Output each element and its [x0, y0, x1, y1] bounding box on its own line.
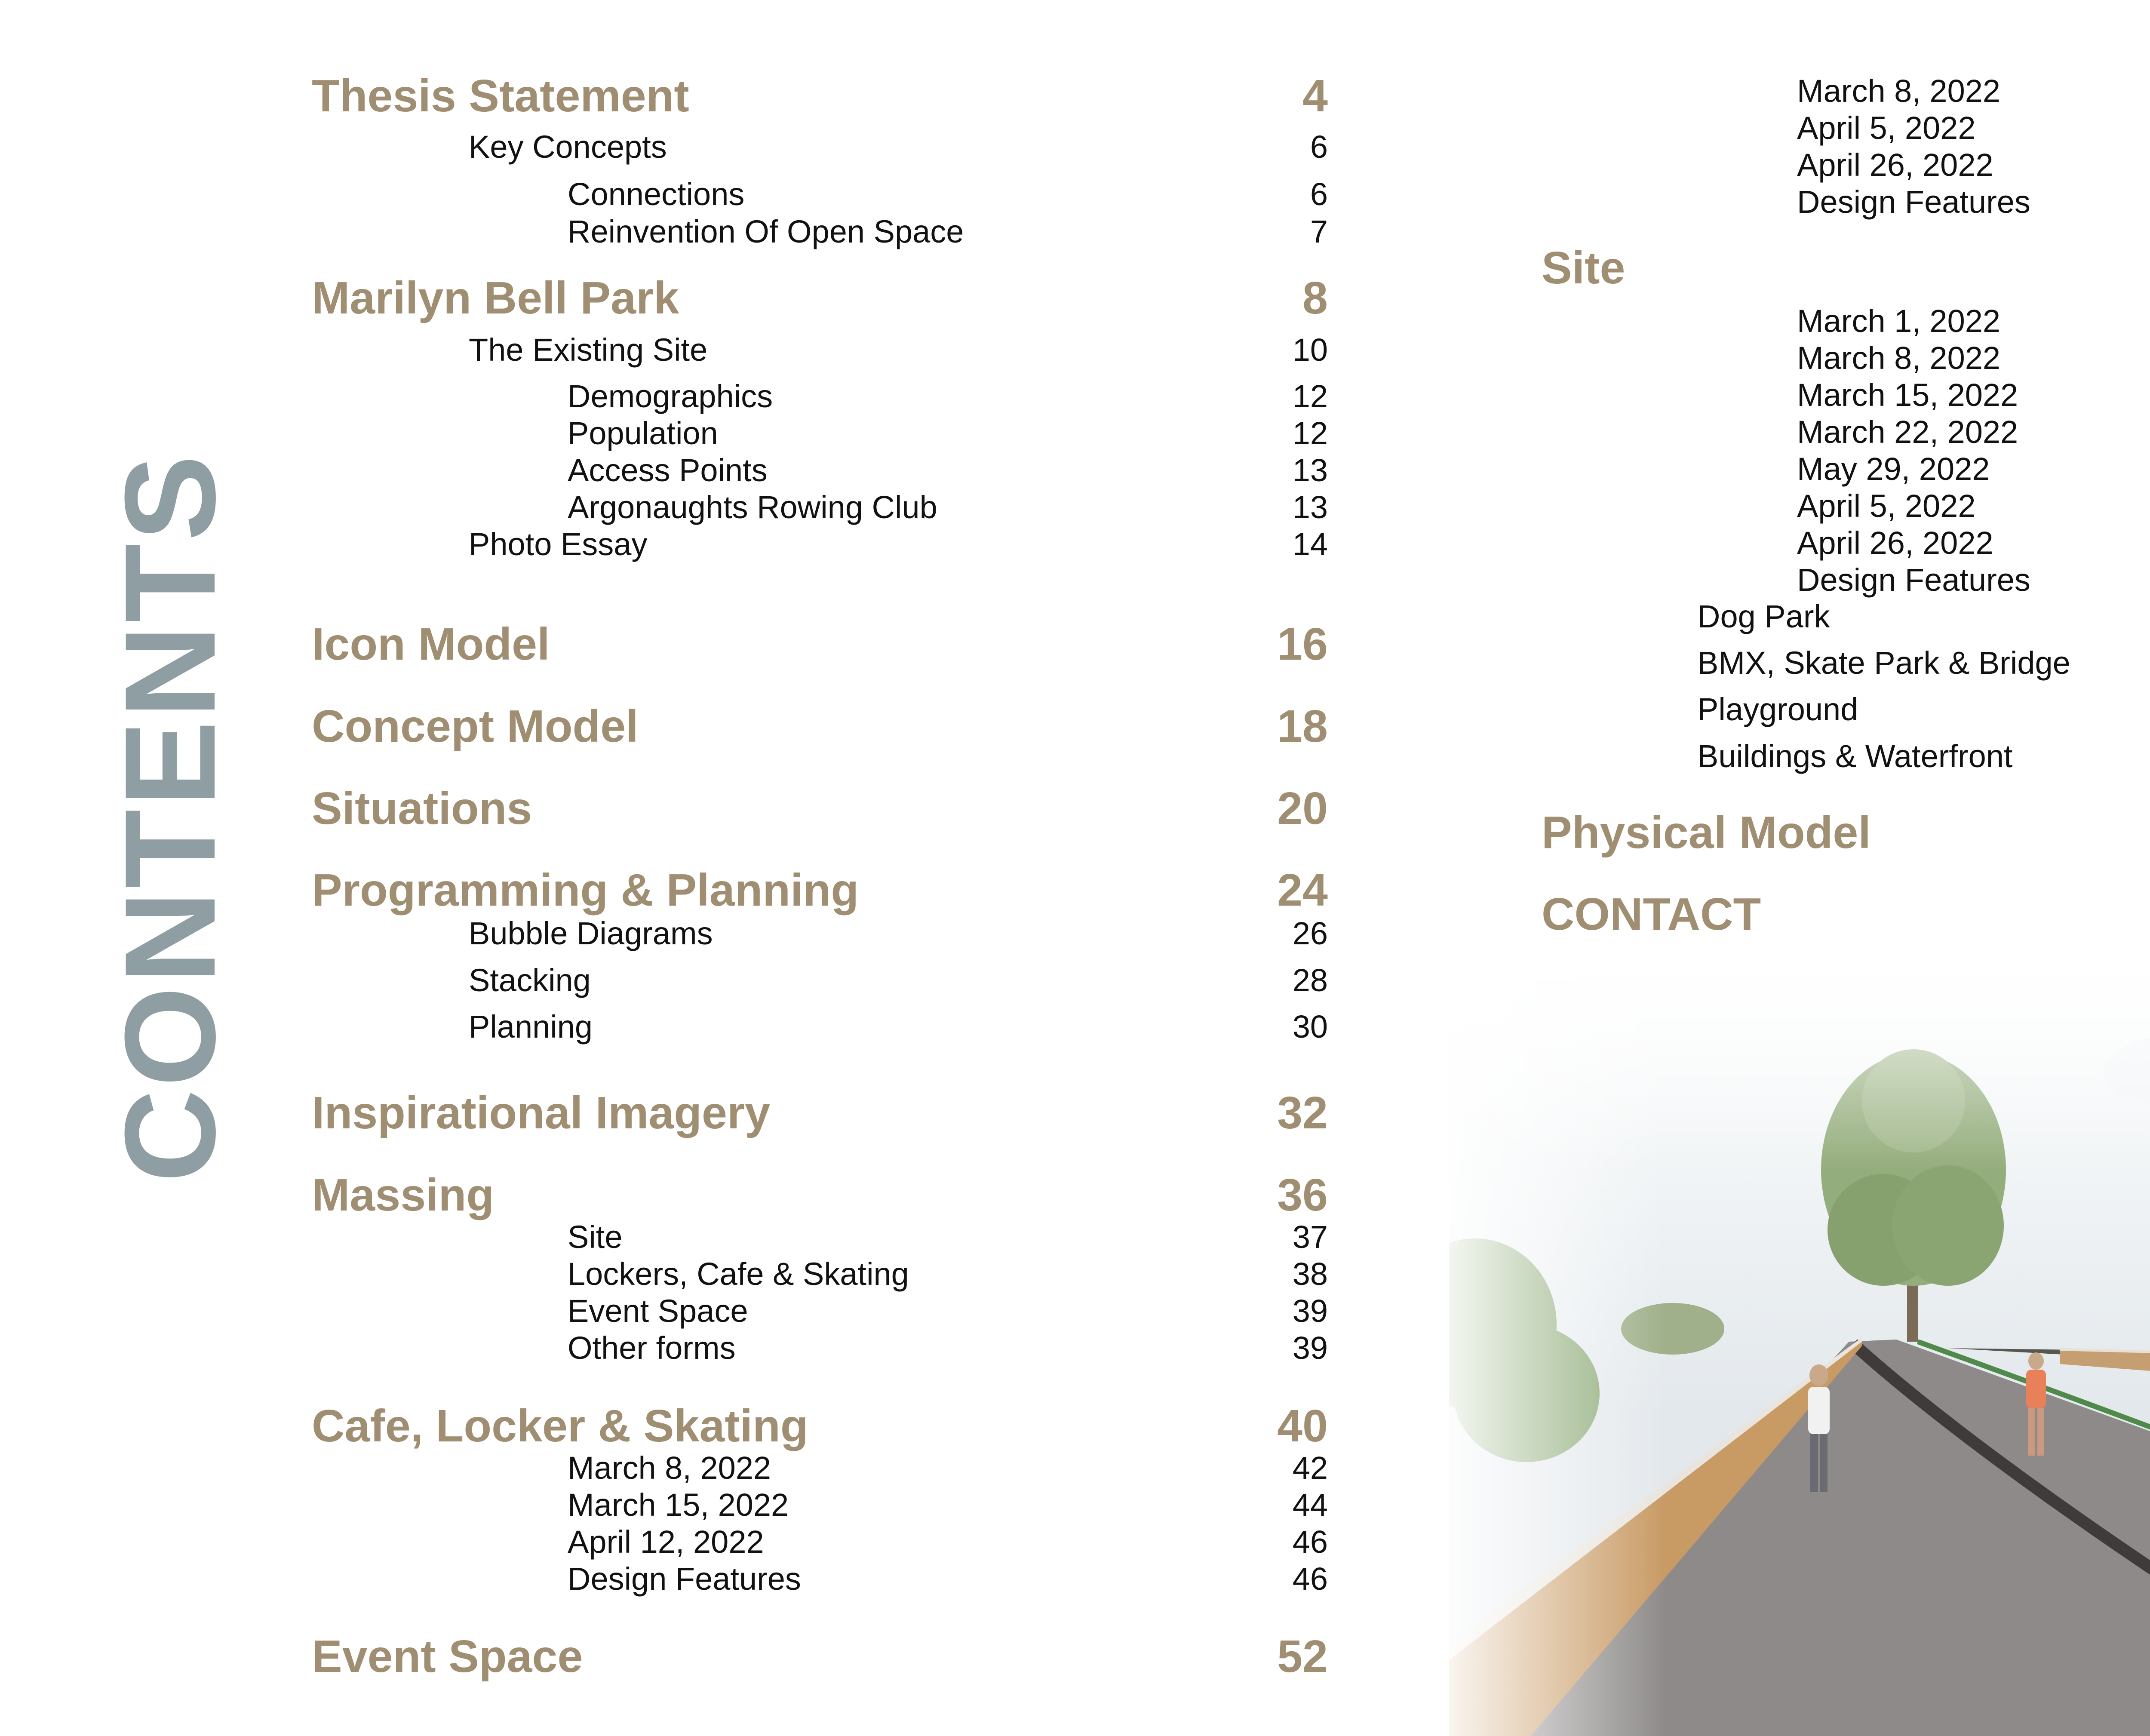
toc-left-column: [312, 0, 1328, 1736]
toc-entry-title: Buildings & Waterfront: [1697, 738, 2013, 774]
toc-entry-page-number: 30: [1292, 1009, 1328, 1045]
toc-entry-title: March 15, 2022: [1797, 377, 2018, 413]
toc-entry-title: Demographics: [568, 378, 773, 414]
toc-entry-title: Argonaughts Rowing Club: [568, 489, 937, 525]
toc-entry-title: Other forms: [568, 1330, 736, 1366]
toc-entry-page-number: 40: [1277, 1401, 1328, 1451]
toc-entry-title: March 8, 2022: [568, 1450, 771, 1486]
toc-entry-title: Dog Park: [1697, 599, 1830, 634]
toc-entry-title: Access Points: [568, 452, 768, 488]
toc-entry-title: BMX, Skate Park & Bridge: [1697, 645, 2070, 681]
toc-entry-title: March 8, 2022: [1797, 73, 2001, 109]
toc-entry-page-number: 39: [1292, 1330, 1328, 1366]
toc-entry-title: Design Features: [1797, 184, 2030, 220]
toc-entry-page-number: 46: [1292, 1524, 1328, 1560]
toc-entry-page-number: 32: [1277, 1088, 1328, 1138]
toc-entry-page-number: 36: [1277, 1170, 1328, 1220]
toc-entry-title: March 22, 2022: [1797, 414, 2018, 450]
toc-entry-title: April 12, 2022: [568, 1524, 764, 1560]
toc-entry-page-number: 8: [1302, 273, 1328, 323]
toc-right-column: [1542, 0, 2150, 1736]
toc-entry-title: Connections: [568, 176, 745, 212]
toc-entry-page-number: 28: [1292, 962, 1328, 998]
toc-entry-title: Programming & Planning: [312, 865, 859, 916]
toc-entry-title: Event Space: [312, 1631, 583, 1682]
toc-entry-title: Site: [1542, 243, 1625, 293]
toc-entry-title: April 5, 2022: [1797, 488, 1976, 524]
toc-entry-title: Thesis Statement: [312, 71, 689, 121]
toc-entry-title: Key Concepts: [469, 129, 667, 165]
toc-entry-title: Cafe, Locker & Skating: [312, 1401, 808, 1451]
toc-entry-page-number: 18: [1277, 701, 1328, 752]
toc-entry-page-number: 37: [1292, 1219, 1328, 1255]
toc-entry-page-number: 20: [1277, 783, 1328, 834]
toc-entry-page-number: 7: [1310, 214, 1328, 249]
toc-entry-title: Concept Model: [312, 701, 639, 752]
toc-entry-title: Inspirational Imagery: [312, 1088, 771, 1138]
toc-entry-title: Lockers, Cafe & Skating: [568, 1256, 909, 1292]
toc-entry-page-number: 10: [1292, 332, 1328, 368]
toc-entry-title: Physical Model: [1542, 807, 1871, 858]
contents-heading: CONTENTS: [98, 452, 242, 1183]
toc-entry-title: Marilyn Bell Park: [312, 273, 679, 323]
toc-entry-title: Site: [568, 1219, 623, 1255]
toc-entry-page-number: 13: [1292, 489, 1328, 525]
toc-entry-page-number: 6: [1310, 129, 1328, 165]
toc-entry-title: Stacking: [469, 962, 591, 998]
toc-entry-page-number: 24: [1277, 865, 1328, 916]
toc-entry-title: March 8, 2022: [1797, 340, 2001, 376]
toc-entry-title: May 29, 2022: [1797, 451, 1990, 487]
toc-entry-title: April 5, 2022: [1797, 110, 1976, 146]
toc-entry-title: The Existing Site: [469, 332, 708, 368]
toc-entry-title: Planning: [469, 1009, 593, 1045]
toc-entry-page-number: 12: [1292, 378, 1328, 414]
toc-entry-title: Reinvention Of Open Space: [568, 214, 964, 249]
toc-entry-title: Design Features: [1797, 562, 2030, 598]
toc-entry-title: Icon Model: [312, 619, 550, 670]
toc-entry-title: Event Space: [568, 1293, 748, 1329]
toc-entry-page-number: 39: [1292, 1293, 1328, 1329]
toc-entry-title: Photo Essay: [469, 526, 648, 562]
toc-entry-page-number: 4: [1302, 71, 1328, 121]
toc-entry-page-number: 38: [1292, 1256, 1328, 1292]
toc-entry-title: Population: [568, 415, 718, 451]
toc-entry-page-number: 14: [1292, 526, 1328, 562]
toc-entry-page-number: 26: [1292, 916, 1328, 951]
toc-entry-page-number: 13: [1292, 452, 1328, 488]
toc-entry-title: Playground: [1697, 691, 1858, 727]
toc-entry-page-number: 42: [1292, 1450, 1328, 1486]
toc-entry-title: March 15, 2022: [568, 1487, 789, 1523]
toc-entry-title: Massing: [312, 1170, 494, 1220]
toc-entry-page-number: 12: [1292, 415, 1328, 451]
toc-entry-page-number: 46: [1292, 1561, 1328, 1597]
toc-entry-title: April 26, 2022: [1797, 525, 1993, 561]
toc-entry-page-number: 16: [1277, 619, 1328, 670]
toc-entry-title: Situations: [312, 783, 532, 834]
toc-entry-page-number: 44: [1292, 1487, 1328, 1523]
toc-entry-title: April 26, 2022: [1797, 147, 1993, 183]
toc-entry-title: Design Features: [568, 1561, 801, 1597]
toc-entry-title: Bubble Diagrams: [469, 916, 713, 951]
toc-entry-title: March 1, 2022: [1797, 303, 2001, 339]
toc-entry-page-number: 6: [1310, 176, 1328, 212]
toc-entry-page-number: 52: [1277, 1631, 1328, 1682]
toc-entry-title: CONTACT: [1542, 889, 1761, 940]
